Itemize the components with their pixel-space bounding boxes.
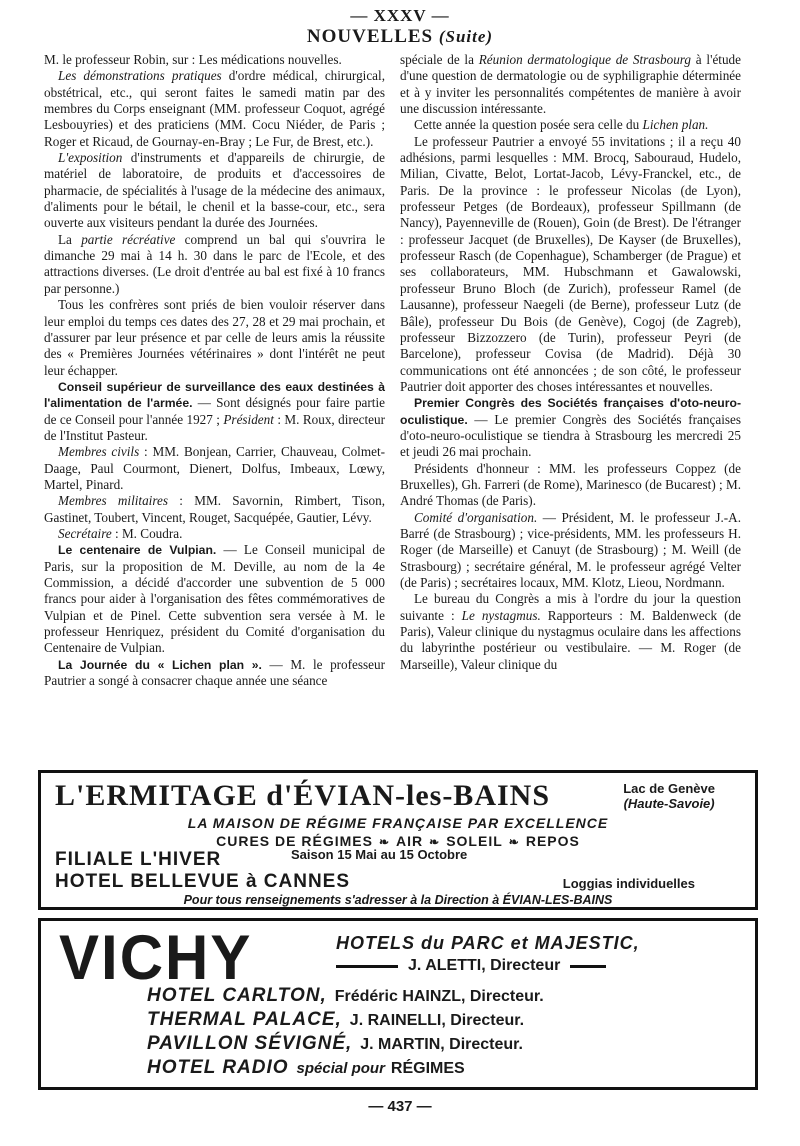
paragraph: Le professeur Pautrier a envoyé 55 invitations ; il a reçu 40 adhésions, parmi lesquelles : MM. Brocq, Sabouraud, Hudelo, Milian, Civatte, Belot, Lortat-Jacob, Lévy-Franckel, etc., de Paris. De la province : le professeur Nicolas (de Lyon), professeur Petges (de Bordeaux), professeur Spillmann (de Nancy), Payenneville de (Rouen), Goin (de Brest). De l'étranger : professeur Jacquet (de Bruxelles), De Kayser (de Bruxelles), professeur Rasch (de Copenhague), Schamberger (de Prague) et ses collaborateurs, MM. Hubschmann et Gawalowski, professeur Bruno Bloch (de Zurich), professeur Ramel (de Lausanne), professeur Naegeli (de Berne), professeur Lutz (de Bâle), professeur Du Bois (de Genève), Cogoj (de Zagreb), professeur Bizzozzero (de Turin), professeur Peyri (de Barcelone), professeur Covisa (de Madrid). Déjà 30 communications ont été annoncées ; de son côté, le professeur Pautrier doit apporter des choses intéressantes et nouvelles.: [400, 133, 741, 394]
paragraph: Membres civils : MM. Bonjean, Carrier, Chauveau, Colmet-Daage, Paul Courmont, Dienert, Dolfus, Imbeaux, Lœwy, Martel, Pinard.: [44, 444, 386, 492]
leaf-ornament-icon: ❧: [378, 835, 391, 849]
leaf-ornament-icon: ❧: [429, 835, 441, 849]
section-conseil: Conseil supérieur de surveillance des eaux destinées à l'alimentation de l'armée. — Sont désignés pour faire partie de ce Conseil pour l'année 1927 ; Président : M. Roux, directeur de l'Institut Pasteur.: [44, 379, 386, 443]
evian-location: [623, 781, 715, 811]
vichy-aletti: J. ALETTI, Directeur: [336, 957, 716, 975]
leaf-ornament-icon: ❧: [508, 835, 520, 849]
evian-cures: CURES DE RÉGIMES ❧ AIR ❧ SOLEIL ❧ REPOS: [216, 833, 580, 849]
paragraph: Les démonstrations pratiques d'ordre médical, chirurgical, obstétrical, etc., qui seront faites le samedi matin par des membres du Corps enseignant (MM. professeur Coquot, agrégé Lesbouyries) et des praticiens (MM. Cocu Niéder, de Paris ; Roger et Ricaud, de Gournay-en-Bray ; Le Fur, de Brest, etc.).: [44, 68, 386, 149]
right-column: [400, 52, 741, 673]
evian-hotel-cannes: HOTEL BELLEVUE à CANNES: [55, 871, 351, 892]
left-column: [44, 52, 385, 689]
evian-advertisement: [38, 770, 758, 910]
page-title: [0, 26, 800, 48]
vichy-carlton: HOTEL CARLTON, Frédéric HAINZL, Directeur.: [147, 985, 544, 1006]
evian-season: Saison 15 Mai au 15 Octobre: [291, 847, 468, 862]
evian-slogan: LA MAISON DE RÉGIME FRANÇAISE PAR EXCELLENCE: [187, 815, 609, 831]
lake-name: Lac de Genève: [623, 781, 715, 796]
paragraph: L'exposition d'instruments et d'appareils de chirurgie, de matériel de laboratoire, de produits et d'accessoires de pharmacie, de spécialités à l'usage de la médecine des animaux, d'aliments pour le bétail, le chenil et la basse-cour, etc., sera ouverte aux visiteurs pendant la durée des Journées.: [44, 150, 385, 231]
section-lichen: La Journée du « Lichen plan ». — M. le professeur Pautrier a songé à consacrer chaque année une séance: [44, 656, 385, 689]
title-text: NOUVELLES: [306, 26, 434, 47]
page-number: — 437 —: [368, 1098, 432, 1115]
evian-info: Pour tous renseignements s'adresser à la Direction à ÉVIAN-LES-BAINS: [183, 893, 613, 907]
vichy-advertisement: [38, 918, 758, 1090]
vichy-radio: HOTEL RADIO spécial pour RÉGIMES: [147, 1057, 465, 1078]
paragraph: La partie récréative comprend un bal qui s'ouvrira le dimanche 29 mai à 14 h. 30 dans le parc de l'Ecole, et des attractions diverses. (Le droit d'entrée au bal est fixé à 10 francs par personne.): [44, 231, 385, 296]
vichy-logo: VICHY: [59, 922, 253, 993]
divider: [336, 965, 398, 968]
evian-title: L'ERMITAGE d'ÉVIAN-les-BAINS: [55, 779, 551, 812]
page-roman-numeral: — XXXV —: [350, 6, 450, 25]
divider: [570, 965, 606, 968]
paragraph: Membres militaires : MM. Savornin, Rimbert, Tison, Gastinet, Toubert, Vincent, Rouget, Sacquépée, Gautier, Lévy.: [44, 493, 385, 525]
title-suite: (Suite): [438, 27, 494, 46]
section-vulpian: Le centenaire de Vulpian. — Le Conseil municipal de Paris, sur la proposition de M. Deville, au nom de la 4e Commission, a décidé d'accorder une subvention de 5 000 francs pour aider à l'organisation des fêtes commémoratives de Vulpian et de Pinel. Cette subvention sera versée à M. le professeur Henriquez, président du Comité d'organisation du Centenaire de Vulpian.: [44, 542, 385, 656]
vichy-parc-majestic: HOTELS du PARC et MAJESTIC,: [336, 933, 640, 953]
paragraph: Tous les confrères sont priés de bien vouloir réserver dans leur emploi du temps ces dates des 27, 28 et 29 mai prochain, et d'assurer par leur présence et par celle de leurs amis la réussite des « Premières Journées vétérinaires » dont l'intérêt ne peut leur échapper.: [44, 297, 385, 378]
vichy-thermal: THERMAL PALACE, J. RAINELLI, Directeur.: [147, 1009, 525, 1030]
evian-loggias: Loggias individuelles: [562, 876, 695, 891]
paragraph: Présidents d'honneur : MM. les professeurs Coppez (de Bruxelles), Gh. Farreri (de Rome), Marinesco (de Bucarest) ; M. André Thomas (de Paris).: [400, 460, 741, 509]
region-name: (Haute-Savoie): [623, 796, 715, 811]
paragraph: spéciale de la Réunion dermatologique de Strasbourg à l'étude d'une question de dermatologie ou de syphiligraphie déterminée et à y inviter les personnalités compétentes de manière à avoir une discussion intéressante.: [400, 52, 741, 117]
paragraph: M. le professeur Robin, sur : Les médications nouvelles.: [44, 52, 342, 67]
evian-filiale: FILIALE L'HIVER: [55, 849, 222, 870]
paragraph: Le bureau du Congrès a mis à l'ordre du jour la question suivante : Le nystagmus. Rapporteurs : M. Baldenweck (de Paris), Valeur clinique du nystagmus oculaire dans les affections du labyrinthe postérieur ou vestibulaire. — M. Roger (de Marseille), Valeur clinique du: [400, 591, 741, 672]
section-oto: Premier Congrès des Sociétés françaises d'oto-neuro-oculistique. — Le premier Congrès des Sociétés françaises d'oto-neuro-oculistique se tiendra à Strasbourg les mercredi 25 et jeudi 26 mai prochain.: [400, 396, 741, 460]
paragraph: Comité d'organisation. — Président, M. le professeur J.-A. Barré (de Strasbourg) ; vice-présidents, MM. les professeurs H. Roger (de Marseille) et Canuyt (de Strasbourg) ; M. Weill (de Strasbourg) ; secrétaire général, M. le professeur agrégé Velter (de Paris) ; secrétaires locaux, MM. Klotz, Lieou, Nordmann.: [400, 509, 742, 590]
paragraph: Cette année la question posée sera celle du Lichen plan.: [414, 117, 709, 133]
vichy-pavillon: PAVILLON SÉVIGNÉ, J. MARTIN, Directeur.: [147, 1033, 523, 1054]
paragraph: Secrétaire : M. Coudra.: [58, 525, 183, 541]
